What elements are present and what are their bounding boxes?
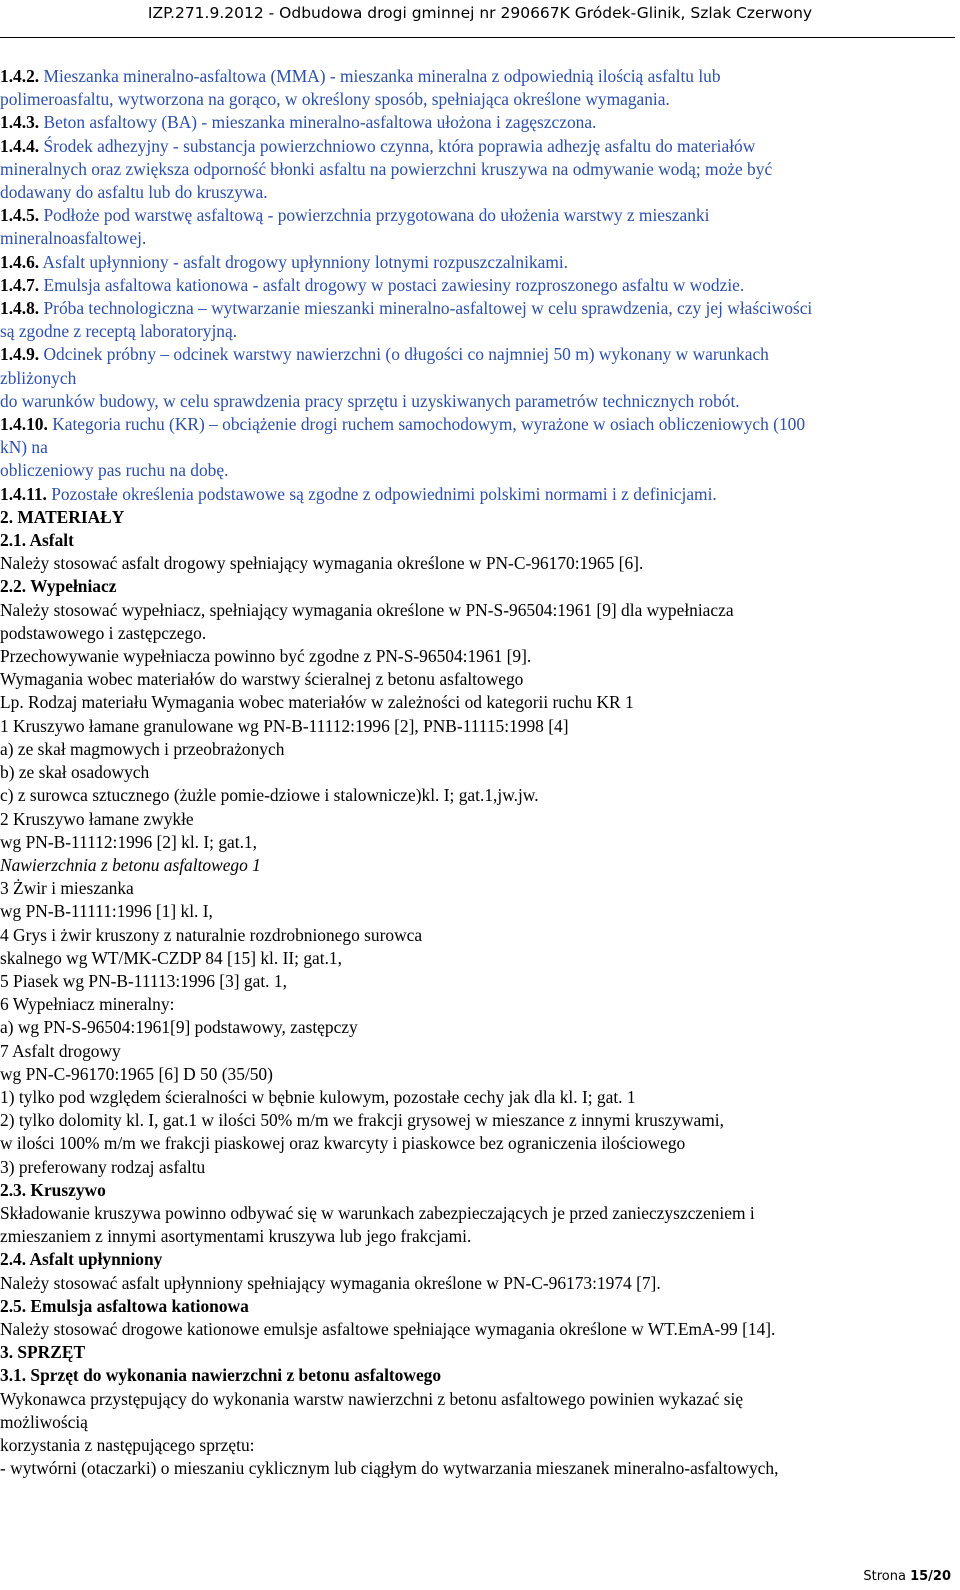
definition-number: 1.4.11. <box>0 483 47 504</box>
text-line: c) z surowca sztucznego (żużle pomie-dziowe i stalownicze)kl. I; gat.1,jw.jw. <box>0 785 539 806</box>
section-heading: 3. SPRZĘT <box>0 1342 86 1363</box>
page-header: IZP.271.9.2012 - Odbudowa drogi gminnej nr 290667K Gródek-Glinik, Szlak Czerwony <box>147 4 813 22</box>
italic-line: Nawierzchnia z betonu asfaltowego 1 <box>0 854 261 875</box>
text-line: korzystania z następującego sprzętu: <box>0 1434 255 1455</box>
definition-line <box>0 436 958 459</box>
definition-number: 1.4.4. <box>0 135 40 156</box>
text-line: wg PN-B-11112:1996 [2] kl. I; gat.1, <box>0 831 257 852</box>
text-line: Należy stosować drogowe kationowe emulsje asfaltowe spełniające wymagania określone w WT.EmA-99 [14]. <box>0 1318 776 1339</box>
text-line: 5 Piasek wg PN-B-11113:1996 [3] gat. 1, <box>0 970 287 991</box>
section-heading: 2.2. Wypełniacz <box>0 576 117 597</box>
text-line: Składowanie kruszywa powinno odbywać się w warunkach zabezpieczających je przed zanieczyszczeniem i <box>0 1202 755 1223</box>
definition-text: Asfalt upłynniony - asfalt drogowy upłynniony lotnymi rozpuszczalnikami. <box>42 251 569 272</box>
page-number: 15/20 <box>910 1569 951 1584</box>
text-line: Przechowywanie wypełniacza powinno być zgodne z PN-S-96504:1961 [9]. <box>0 646 532 667</box>
page-footer <box>863 1567 951 1587</box>
definition-line <box>0 65 958 88</box>
definition-text: Pozostałe określenia podstawowe są zgodne z odpowiednimi polskimi normami i z definicjami. <box>51 483 717 504</box>
definition-text: Próba technologiczna – wytwarzanie mieszanki mineralno-asfaltowej w celu sprawdzenia, czy jej właściwości <box>43 298 813 319</box>
definition-line <box>0 88 958 111</box>
definition-text: Środek adhezyjny - substancja powierzchniowo czynna, która poprawia adhezję asfaltu do materiałów <box>43 135 756 156</box>
text-line: - wytwórni (otaczarki) o mieszaniu cyklicznym lub ciągłym do wytwarzania mieszanek mineralno-asfaltowych, <box>0 1458 779 1479</box>
text-line: 3 Żwir i mieszanka <box>0 878 134 899</box>
definition-line <box>0 483 958 506</box>
text-line: a) ze skał magmowych i przeobrażonych <box>0 738 285 759</box>
definition-line <box>0 135 958 158</box>
text-line: b) ze skał osadowych <box>0 762 150 783</box>
definition-line <box>0 413 958 436</box>
definition-line <box>0 274 958 297</box>
definition-number: 1.4.2. <box>0 66 40 86</box>
definition-number: 1.4.5. <box>0 205 40 226</box>
definition-line <box>0 227 958 250</box>
text-line: wg PN-C-96170:1965 [6] D 50 (35/50) <box>0 1063 273 1084</box>
text-line: w ilości 100% m/m we frakcji piaskowej oraz kwarcyty i piaskowce bez ograniczenia ilościowego <box>0 1133 686 1154</box>
text-line: wg PN-B-11111:1996 [1] kl. I, <box>0 901 213 922</box>
section-heading: 2.5. Emulsja asfaltowa kationowa <box>0 1295 249 1316</box>
section-heading: 2.4. Asfalt upłynniony <box>0 1249 163 1270</box>
definition-line <box>0 297 958 320</box>
definition-text: są zgodne z receptą laboratoryjną. <box>0 321 238 342</box>
text-line: 6 Wypełniacz mineralny: <box>0 994 175 1015</box>
text-line: podstawowego i zastępczego. <box>0 622 207 643</box>
definition-text: Emulsja asfaltowa kationowa - asfalt drogowy w postaci zawiesiny rozproszonego asfaltu w wodzie. <box>43 274 745 295</box>
definition-line <box>0 390 958 413</box>
definition-text: dodawany do asfaltu lub do kruszywa. <box>0 182 268 203</box>
text-line: 1) tylko pod względem ścieralności w bębnie kulowym, pozostałe cechy jak dla kl. I; gat. 1 <box>0 1086 636 1107</box>
footer-label: Strona <box>863 1569 906 1584</box>
section-heading: 2.3. Kruszywo <box>0 1179 106 1200</box>
text-line: Należy stosować wypełniacz, spełniający wymagania określone w PN-S-96504:1961 [9] dla wypełniacza <box>0 599 734 620</box>
text-line: 2 Kruszywo łamane zwykłe <box>0 808 194 829</box>
text-line: Należy stosować asfalt drogowy spełniający wymagania określone w PN-C-96170:1965 [6]. <box>0 553 644 574</box>
document-body <box>0 65 958 1480</box>
definition-line <box>0 181 958 204</box>
definition-text: Kategoria ruchu (KR) – obciążenie drogi ruchem samochodowym, wyrażone w osiach obliczeniowych (100 <box>52 414 806 435</box>
definition-text: Odcinek próbny – odcinek warstwy nawierzchni (o długości co najmniej 50 m) wykonany w warunkach <box>43 344 769 365</box>
text-line: a) wg PN-S-96504:1961[9] podstawowy, zastępczy <box>0 1017 358 1038</box>
definition-text: Mieszanka mineralno-asfaltowa (MMA) - mieszanka mineralna z odpowiednią ilością asfaltu lub <box>43 66 721 86</box>
definition-text: do warunków budowy, w celu sprawdzenia pracy sprzętu i uzyskiwanych parametrów technicznych robót. <box>0 390 740 411</box>
definition-line <box>0 158 958 181</box>
definition-text: kN) na <box>0 437 48 458</box>
definition-number: 1.4.7. <box>0 274 40 295</box>
text-line: zmieszaniem z innymi asortymentami kruszywa lub jego frakcjami. <box>0 1226 472 1247</box>
definition-text: obliczeniowy pas ruchu na dobę. <box>0 460 229 481</box>
definition-number: 1.4.3. <box>0 112 40 133</box>
text-line: Lp. Rodzaj materiału Wymagania wobec materiałów w zależności od kategorii ruchu KR 1 <box>0 692 634 713</box>
definition-line <box>0 204 958 227</box>
text-line: 7 Asfalt drogowy <box>0 1040 121 1061</box>
definition-line <box>0 111 958 134</box>
text-line: 2) tylko dolomity kl. I, gat.1 w ilości 50% m/m we frakcji grysowej w mieszance z innymi kruszywami, <box>0 1110 724 1131</box>
text-line: 4 Grys i żwir kruszony z naturalnie rozdrobnionego surowca <box>0 924 423 945</box>
definition-line <box>0 251 958 274</box>
definition-number: 1.4.8. <box>0 298 40 319</box>
definition-line <box>0 459 958 482</box>
text-line: 3) preferowany rodzaj asfaltu <box>0 1156 206 1177</box>
section-heading: 2.1. Asfalt <box>0 530 74 551</box>
text-line: Wymagania wobec materiałów do warstwy ścieralnej z betonu asfaltowego <box>0 669 524 690</box>
section-heading: 3.1. Sprzęt do wykonania nawierzchni z betonu asfaltowego <box>0 1365 442 1386</box>
definition-text: mineralnych oraz zwiększa odporność błonki asfaltu na powierzchni kruszywa na odmywanie wodą; może być <box>0 158 773 179</box>
header-rule <box>0 37 955 38</box>
definition-line <box>0 367 958 390</box>
definition-number: 1.4.10. <box>0 414 48 435</box>
definition-text: zbliżonych <box>0 367 77 388</box>
definition-text: mineralnoasfaltowej. <box>0 228 147 249</box>
definition-text: Beton asfaltowy (BA) - mieszanka mineralno-asfaltowa ułożona i zagęszczona. <box>43 112 597 133</box>
text-line: skalnego wg WT/MK-CZDP 84 [15] kl. II; gat.1, <box>0 947 342 968</box>
text-line: 1 Kruszywo łamane granulowane wg PN-B-11112:1996 [2], PNB-11115:1998 [4] <box>0 715 569 736</box>
text-line: możliwością <box>0 1411 88 1432</box>
text-line: Należy stosować asfalt upłynniony spełniający wymagania określone w PN-C-96173:1974 [7]. <box>0 1272 661 1293</box>
definition-line <box>0 320 958 343</box>
section-heading: 2. MATERIAŁY <box>0 506 125 527</box>
definition-number: 1.4.6. <box>0 251 40 272</box>
definition-text: polimeroasfaltu, wytworzona na gorąco, w określony sposób, spełniająca określone wymagania. <box>0 89 670 110</box>
definition-number: 1.4.9. <box>0 344 40 365</box>
text-line: Wykonawca przystępujący do wykonania warstw nawierzchni z betonu asfaltowego powinien wykazać się <box>0 1388 744 1409</box>
definition-text: Podłoże pod warstwę asfaltową - powierzchnia przygotowana do ułożenia warstwy z mieszanki <box>43 205 710 226</box>
definition-line <box>0 343 958 366</box>
